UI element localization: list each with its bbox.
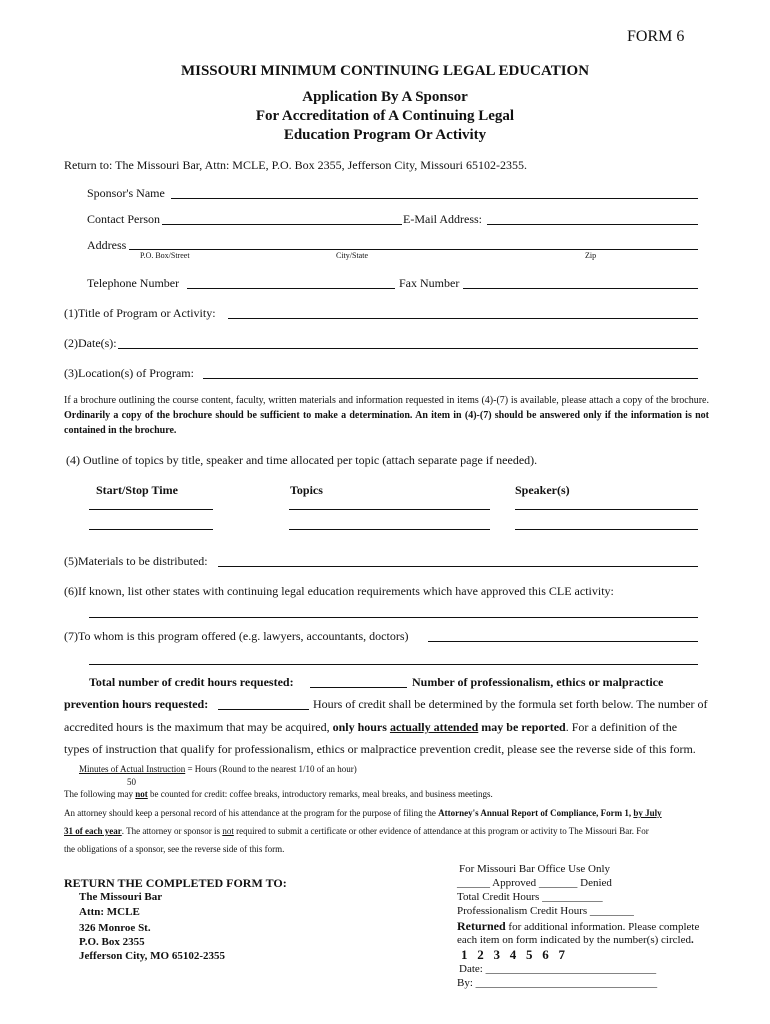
- returned-bold: Returned: [457, 919, 506, 933]
- location-label: (3)Location(s) of Program:: [64, 366, 194, 380]
- credit-determination-text: Hours of credit shall be determined by the formula set forth below. The number of: [313, 697, 708, 711]
- record-f: not: [222, 826, 234, 836]
- outline-speaker-field-2[interactable]: [515, 529, 698, 530]
- fax-field[interactable]: [463, 288, 698, 289]
- not-counted-b: not: [135, 789, 148, 799]
- office-by-line[interactable]: By: _________________________________: [457, 977, 658, 989]
- address-field[interactable]: [129, 249, 698, 250]
- professionalism-credit-hours-line[interactable]: Professionalism Credit Hours ________: [457, 905, 634, 917]
- address-city-sublabel: City/State: [336, 251, 368, 260]
- location-field[interactable]: [203, 378, 698, 379]
- outline-topic-field-2[interactable]: [289, 529, 490, 530]
- outline-time-field-1[interactable]: [89, 509, 213, 510]
- total-credit-hours-line[interactable]: Total Credit Hours ___________: [457, 891, 603, 903]
- returned-rest: for additional information. Please complete: [505, 921, 700, 933]
- not-counted-c: be counted for credit: coffee breaks, introductory remarks, meal breaks, and business meetings.: [147, 789, 493, 799]
- outline-topic-field-1[interactable]: [289, 509, 490, 510]
- accredited-hours-part-e: . For a definition of the: [565, 720, 678, 734]
- return-line-5: Jefferson City, MO 65102-2355: [79, 950, 226, 962]
- return-line-4: P.O. Box 2355: [79, 936, 145, 948]
- prevention-hours-label: prevention hours requested:: [64, 697, 209, 711]
- return-line-3: 326 Monroe St.: [79, 922, 151, 934]
- email-label: E-Mail Address:: [403, 212, 482, 226]
- credit-formula: [79, 764, 357, 774]
- actually-attended-text: actually attended: [389, 720, 479, 734]
- each-item-text: each item on form indicated by the number(s) circled: [457, 934, 691, 946]
- total-credit-label: Total number of credit hours requested:: [89, 675, 294, 689]
- accredited-hours-part-d: may be reported: [478, 720, 566, 734]
- record-d: 31 of each year: [64, 826, 122, 836]
- office-date-line[interactable]: Date: _______________________________: [459, 963, 657, 975]
- formula-rest: = Hours (Round to the nearest 1/10 of an hour): [185, 764, 357, 774]
- dates-field[interactable]: [118, 348, 698, 349]
- return-heading: RETURN THE COMPLETED FORM TO:: [64, 876, 287, 890]
- address-zip-sublabel: Zip: [585, 251, 597, 260]
- contact-person-field[interactable]: [162, 224, 402, 225]
- other-states-label: (6)If known, list other states with continuing legal education requirements which have approved this CLE activity:: [64, 584, 614, 598]
- total-credit-field[interactable]: [310, 687, 407, 688]
- record-text-line-1: [64, 808, 662, 818]
- brochure-paragraph: [64, 393, 709, 438]
- outline-speaker-field-1[interactable]: [515, 509, 698, 510]
- professionalism-hours-label: Number of professionalism, ethics or malpractice: [412, 675, 664, 689]
- subtitle-2: For Accreditation of A Continuing Legal: [255, 108, 515, 124]
- return-line-2: Attn: MCLE: [79, 906, 140, 918]
- types-of-instruction-text: types of instruction that qualify for professionalism, ethics or malpractice prevention credit, please see the reverse side of this form.: [64, 742, 696, 756]
- other-states-field[interactable]: [89, 617, 698, 618]
- return-line-1: The Missouri Bar: [79, 891, 163, 903]
- address-label: Address: [87, 238, 127, 252]
- returned-line: [457, 919, 699, 934]
- record-text-line-2: [64, 826, 649, 836]
- subtitle-1: Application By A Sponsor: [302, 89, 468, 105]
- formula-numerator: Minutes of Actual Instruction: [79, 764, 186, 774]
- record-g: required to submit a certificate or other evidence of attendance at this program or activity to The Missouri Bar. For: [233, 826, 649, 836]
- brochure-bold-text: Ordinarily a copy of the brochure should be sufficient to make a determination. An item in (4)-(7) should be answered only if the information is not contained in the brochure.: [64, 410, 709, 436]
- record-c: by July: [633, 808, 662, 818]
- sponsor-name-field[interactable]: [171, 198, 698, 199]
- subtitle-3: Education Program Or Activity: [283, 127, 487, 143]
- accredited-hours-part-b: only hours: [332, 720, 390, 734]
- offered-to-field-2[interactable]: [89, 664, 698, 665]
- offered-to-field-1[interactable]: [428, 641, 698, 642]
- brochure-text: If a brochure outlining the course content, faculty, written materials and information requested in items (4)-(7) is available, please attach a copy of the brochure.: [64, 395, 709, 406]
- telephone-field[interactable]: [187, 288, 395, 289]
- title-of-program-field[interactable]: [228, 318, 698, 319]
- email-field[interactable]: [487, 224, 698, 225]
- address-po-sublabel: P.O. Box/Street: [140, 251, 190, 260]
- record-e: . The attorney or sponsor is: [121, 826, 223, 836]
- org-title: MISSOURI MINIMUM CONTINUING LEGAL EDUCATION: [180, 63, 590, 79]
- record-a: An attorney should keep a personal record of his attendance at the program for the purpose of filing the: [64, 808, 439, 818]
- offered-to-label: (7)To whom is this program offered (e.g. lawyers, accountants, doctors): [64, 629, 409, 643]
- speakers-header: Speaker(s): [515, 483, 570, 497]
- return-to-line: Return to: The Missouri Bar, Attn: MCLE, P.O. Box 2355, Jefferson City, Missouri 65102-2355.: [64, 158, 527, 172]
- not-counted-a: The following may: [64, 789, 136, 799]
- record-text-line-3: the obligations of a sponsor, see the reverse side of this form.: [64, 844, 285, 854]
- contact-person-label: Contact Person: [87, 212, 160, 226]
- each-item-dot: .: [690, 934, 694, 946]
- record-b: Attorney's Annual Report of Compliance, Form 1,: [438, 808, 634, 818]
- fax-label: Fax Number: [399, 276, 460, 290]
- each-item-line: [457, 934, 694, 946]
- outline-label: (4) Outline of topics by title, speaker and time allocated per topic (attach separate page if needed).: [66, 453, 538, 467]
- office-use-heading: For Missouri Bar Office Use Only: [459, 863, 611, 875]
- prevention-hours-field[interactable]: [218, 709, 309, 710]
- title-of-program-label: (1)Title of Program or Activity:: [64, 306, 216, 320]
- start-stop-time-header: Start/Stop Time: [96, 483, 178, 497]
- item-numbers[interactable]: 1 2 3 4 5 6 7: [461, 947, 565, 962]
- telephone-label: Telephone Number: [87, 276, 180, 290]
- materials-field[interactable]: [218, 566, 698, 567]
- accredited-hours-part-a: accredited hours is the maximum that may be acquired,: [64, 720, 333, 734]
- materials-label: (5)Materials to be distributed:: [64, 554, 208, 568]
- not-counted-text: [64, 789, 493, 799]
- sponsor-name-label: Sponsor's Name: [87, 186, 165, 200]
- accredited-hours-text: [64, 720, 677, 735]
- formula-denominator: 50: [127, 777, 136, 787]
- topics-header: Topics: [290, 483, 323, 497]
- form-number: FORM 6: [627, 28, 685, 45]
- dates-label: (2)Date(s):: [64, 336, 117, 350]
- approved-denied-line[interactable]: ______ Approved _______ Denied: [457, 877, 612, 889]
- outline-time-field-2[interactable]: [89, 529, 213, 530]
